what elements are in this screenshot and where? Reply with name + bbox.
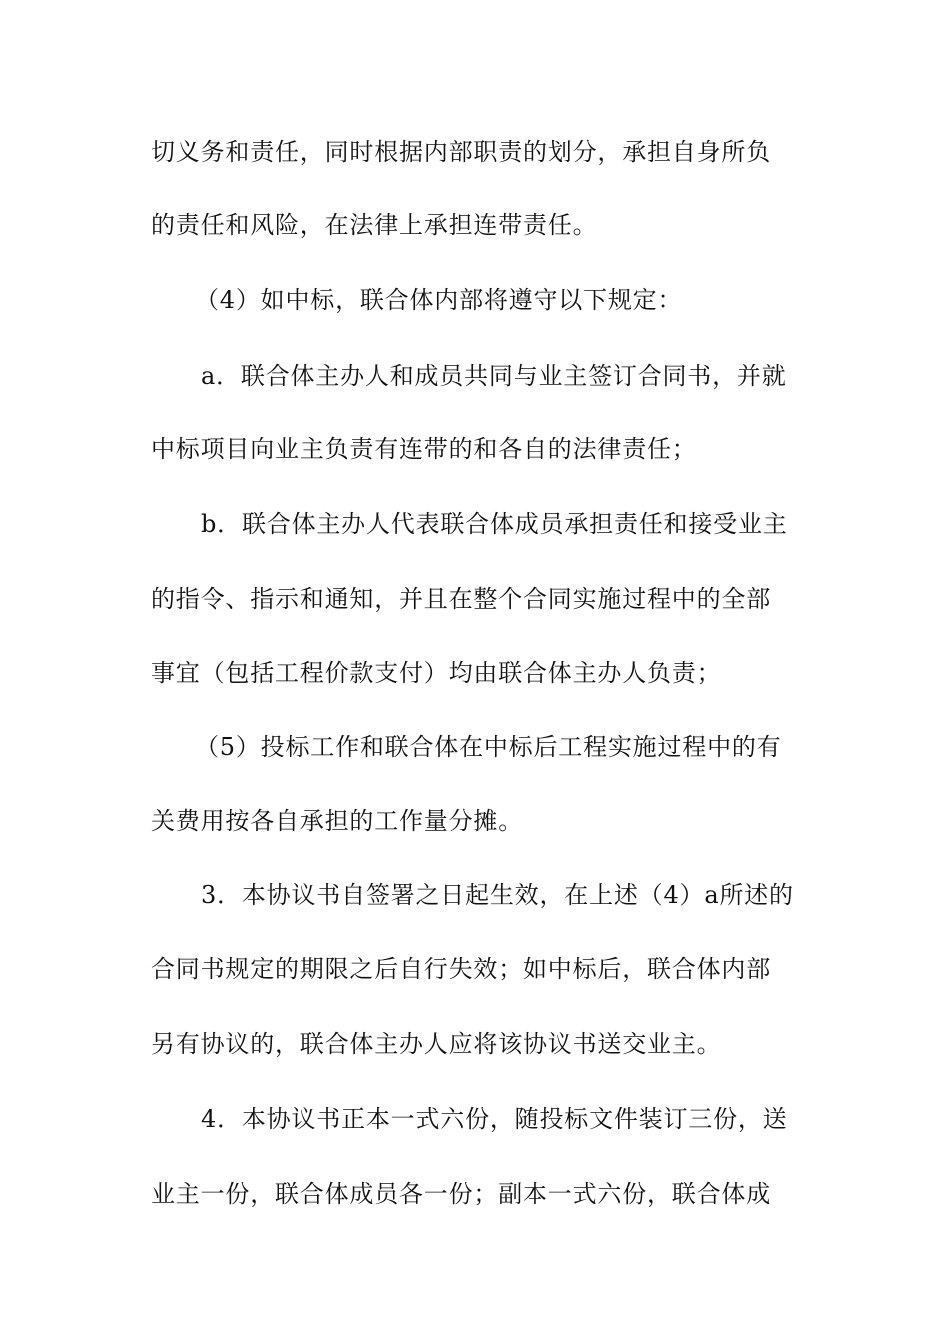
- text-line-12: 合同书规定的期限之后自行失效；如中标后，联合体内部: [151, 955, 771, 983]
- text-line-15: 业主一份，联合体成员各一份；副本一式六份，联合体成: [151, 1180, 771, 1208]
- text-line-5: 中标项目向业主负责有连带的和各自的法律责任；: [151, 435, 697, 463]
- text-line-6: b．联合体主办人代表联合体成员承担责任和接受业主: [201, 510, 788, 538]
- text-line-11: 3．本协议书自签署之日起生效，在上述（4）a所述的: [201, 881, 794, 909]
- text-line-1: 切义务和责任，同时根据内部职责的划分，承担自身所负: [151, 138, 771, 166]
- text-line-10: 关费用按各自承担的工作量分摊。: [151, 807, 523, 835]
- text-line-14: 4．本协议书正本一式六份，随投标文件装订三份，送: [201, 1105, 788, 1133]
- text-line-4: a．联合体主办人和成员共同与业主签订合同书，并就: [201, 362, 787, 390]
- text-line-2: 的责任和风险，在法律上承担连带责任。: [151, 211, 598, 239]
- text-line-13: 另有协议的，联合体主办人应将该协议书送交业主。: [151, 1030, 722, 1058]
- text-line-8: 事宜（包括工程价款支付）均由联合体主办人负责；: [151, 659, 722, 687]
- text-line-9: （5）投标工作和联合体在中标后工程实施过程中的有: [195, 733, 782, 761]
- text-line-7: 的指令、指示和通知，并且在整个合同实施过程中的全部: [151, 585, 771, 613]
- text-line-3: （4）如中标，联合体内部将遵守以下规定：: [195, 286, 683, 314]
